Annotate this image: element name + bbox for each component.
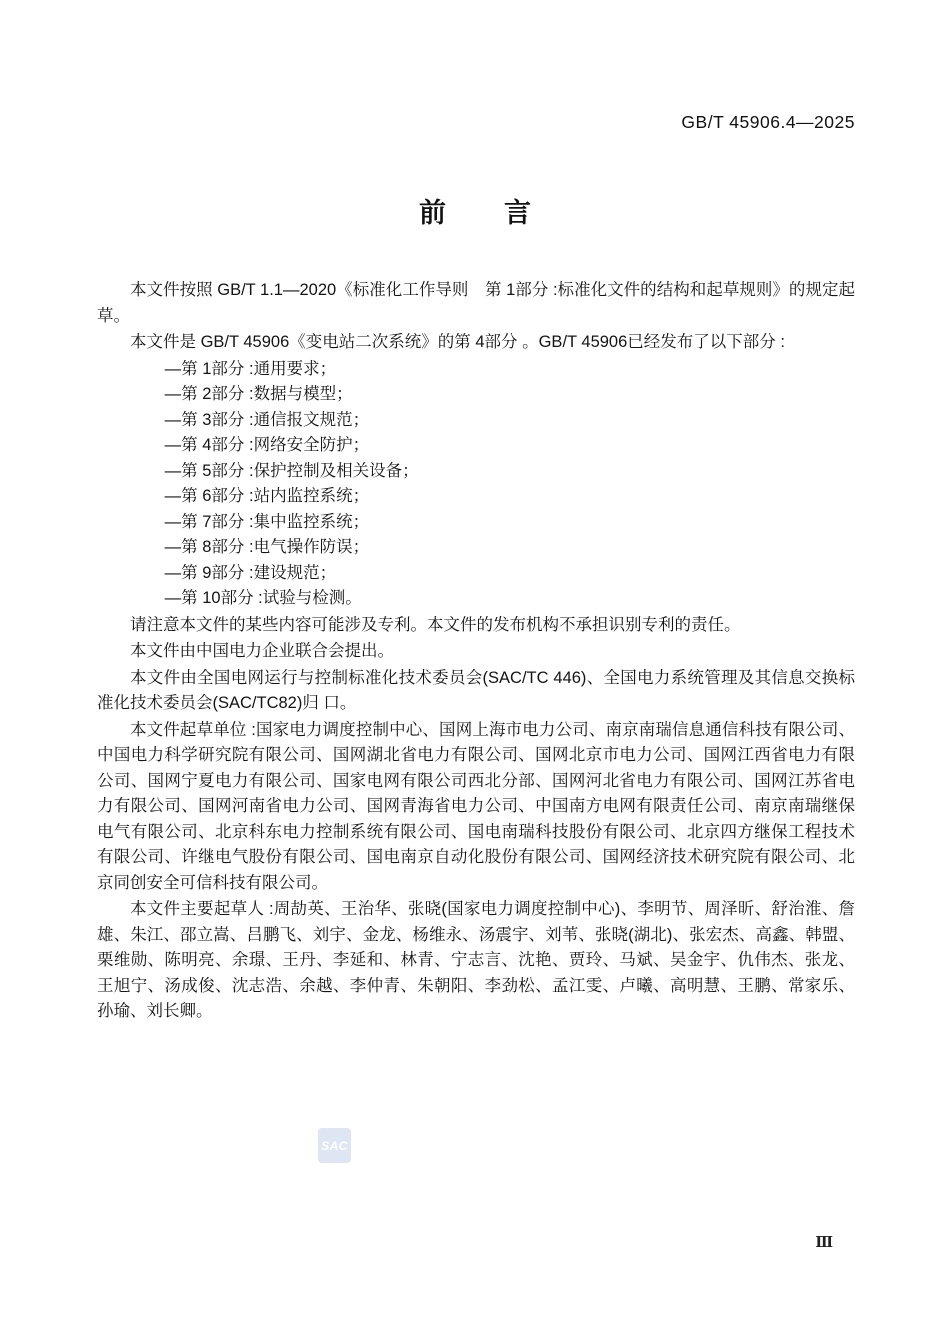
paragraph-patent-notice: 请注意本文件的某些内容可能涉及专利。本文件的发布机构不承担识别专利的责任。 (130, 615, 741, 634)
foreword-content (97, 277, 855, 1026)
list-item-part-4: —第 4部分 :网络安全防护； (164, 436, 370, 454)
list-item-part-3: —第 3部分 :通信报文规范； (164, 410, 370, 429)
list-item-part-9: —第 9部分 :建设规范； (164, 563, 337, 582)
paragraph-drafting-units: 本文件起草单位 :国家电力调度控制中心、国网上海市电力公司、南京南瑞信息通信科技有限公司、中国电力科学研究院有限公司、国网湖北省电力有限公司、国网北京市电力公司、国网江西省电力有限公司、国网宁夏电力有限公司、国家电网有限公司西北分部、国网河北省电力有限公司、国网江苏省电力有限公司、国网河南省电力公司、国网青海省电力公司、中国南方电网有限责任公司、南京南瑞继保电气有限公司、北京科东电力控制系统有限公司、国电南瑞科技股份有限公司、北京四方继保工程技术有限公司、许继电气股份有限公司、国电南京自动化股份有限公司、国网经济技术研究院有限公司、北京同创安全可信科技有限公司。 (97, 720, 855, 892)
page-number: Ⅲ (815, 1235, 833, 1251)
list-item-part-2: —第 2部分 :数据与模型； (164, 385, 353, 403)
parts-list (97, 357, 855, 612)
paragraph-drafters: 本文件主要起草人 :周劼英、王治华、张晓(国家电力调度控制中心)、李明节、周泽昕、舒治淮、詹雄、朱江、邵立嵩、吕鹏飞、刘宇、金龙、杨维永、汤震宇、刘苇、张晓(湖北)、张宏杰、高鑫、韩盟、栗维勋、陈明亮、余璟、王丹、李延和、林青、宁志言、沈艳、贾玲、马斌、吴金宇、仇伟杰、张龙、王旭宁、汤成俊、沈志浩、余越、李仲青、朱朝阳、李劲松、孟江雯、卢曦、高明慧、王鹏、常家乐、孙瑜、刘长卿。 (97, 900, 855, 1020)
paragraph-series-intro: 本文件是 GB/T 45906《变电站二次系统》的第 4部分 。GB/T 45906已经发布了以下部分 : (130, 333, 785, 351)
standard-doc-number: GB/T 45906.4—2025 (681, 112, 855, 132)
watermark-text: SAC (321, 1138, 348, 1153)
paragraph-drafting-basis: 本文件按照 GB/T 1.1—2020《标准化工作导则 第 1部分 :标准化文件的结构和起草规则》的规定起草。 (97, 281, 855, 325)
title-char-second: 言 (504, 198, 531, 228)
page-title (0, 191, 950, 230)
list-item-part-8: —第 8部分 :电气操作防误； (164, 538, 370, 556)
list-item-part-10: —第 10部分 :试验与检测。 (164, 589, 362, 607)
list-item-part-7: —第 7部分 :集中监控系统； (164, 512, 370, 531)
list-item-part-5: —第 5部分 :保护控制及相关设备； (164, 461, 419, 480)
paragraph-proposer: 本文件由中国电力企业联合会提出。 (130, 642, 394, 660)
list-item-part-6: —第 6部分 :站内监控系统； (164, 487, 370, 505)
sac-logo-watermark (318, 1128, 351, 1163)
list-item-part-1: —第 1部分 :通用要求； (164, 359, 337, 378)
title-char-first: 前 (419, 198, 446, 228)
paragraph-committee: 本文件由全国电网运行与控制标准化技术委员会(SAC/TC 446)、全国电力系统管理及其信息交换标准化技术委员会(SAC/TC82)归 口。 (97, 668, 855, 712)
